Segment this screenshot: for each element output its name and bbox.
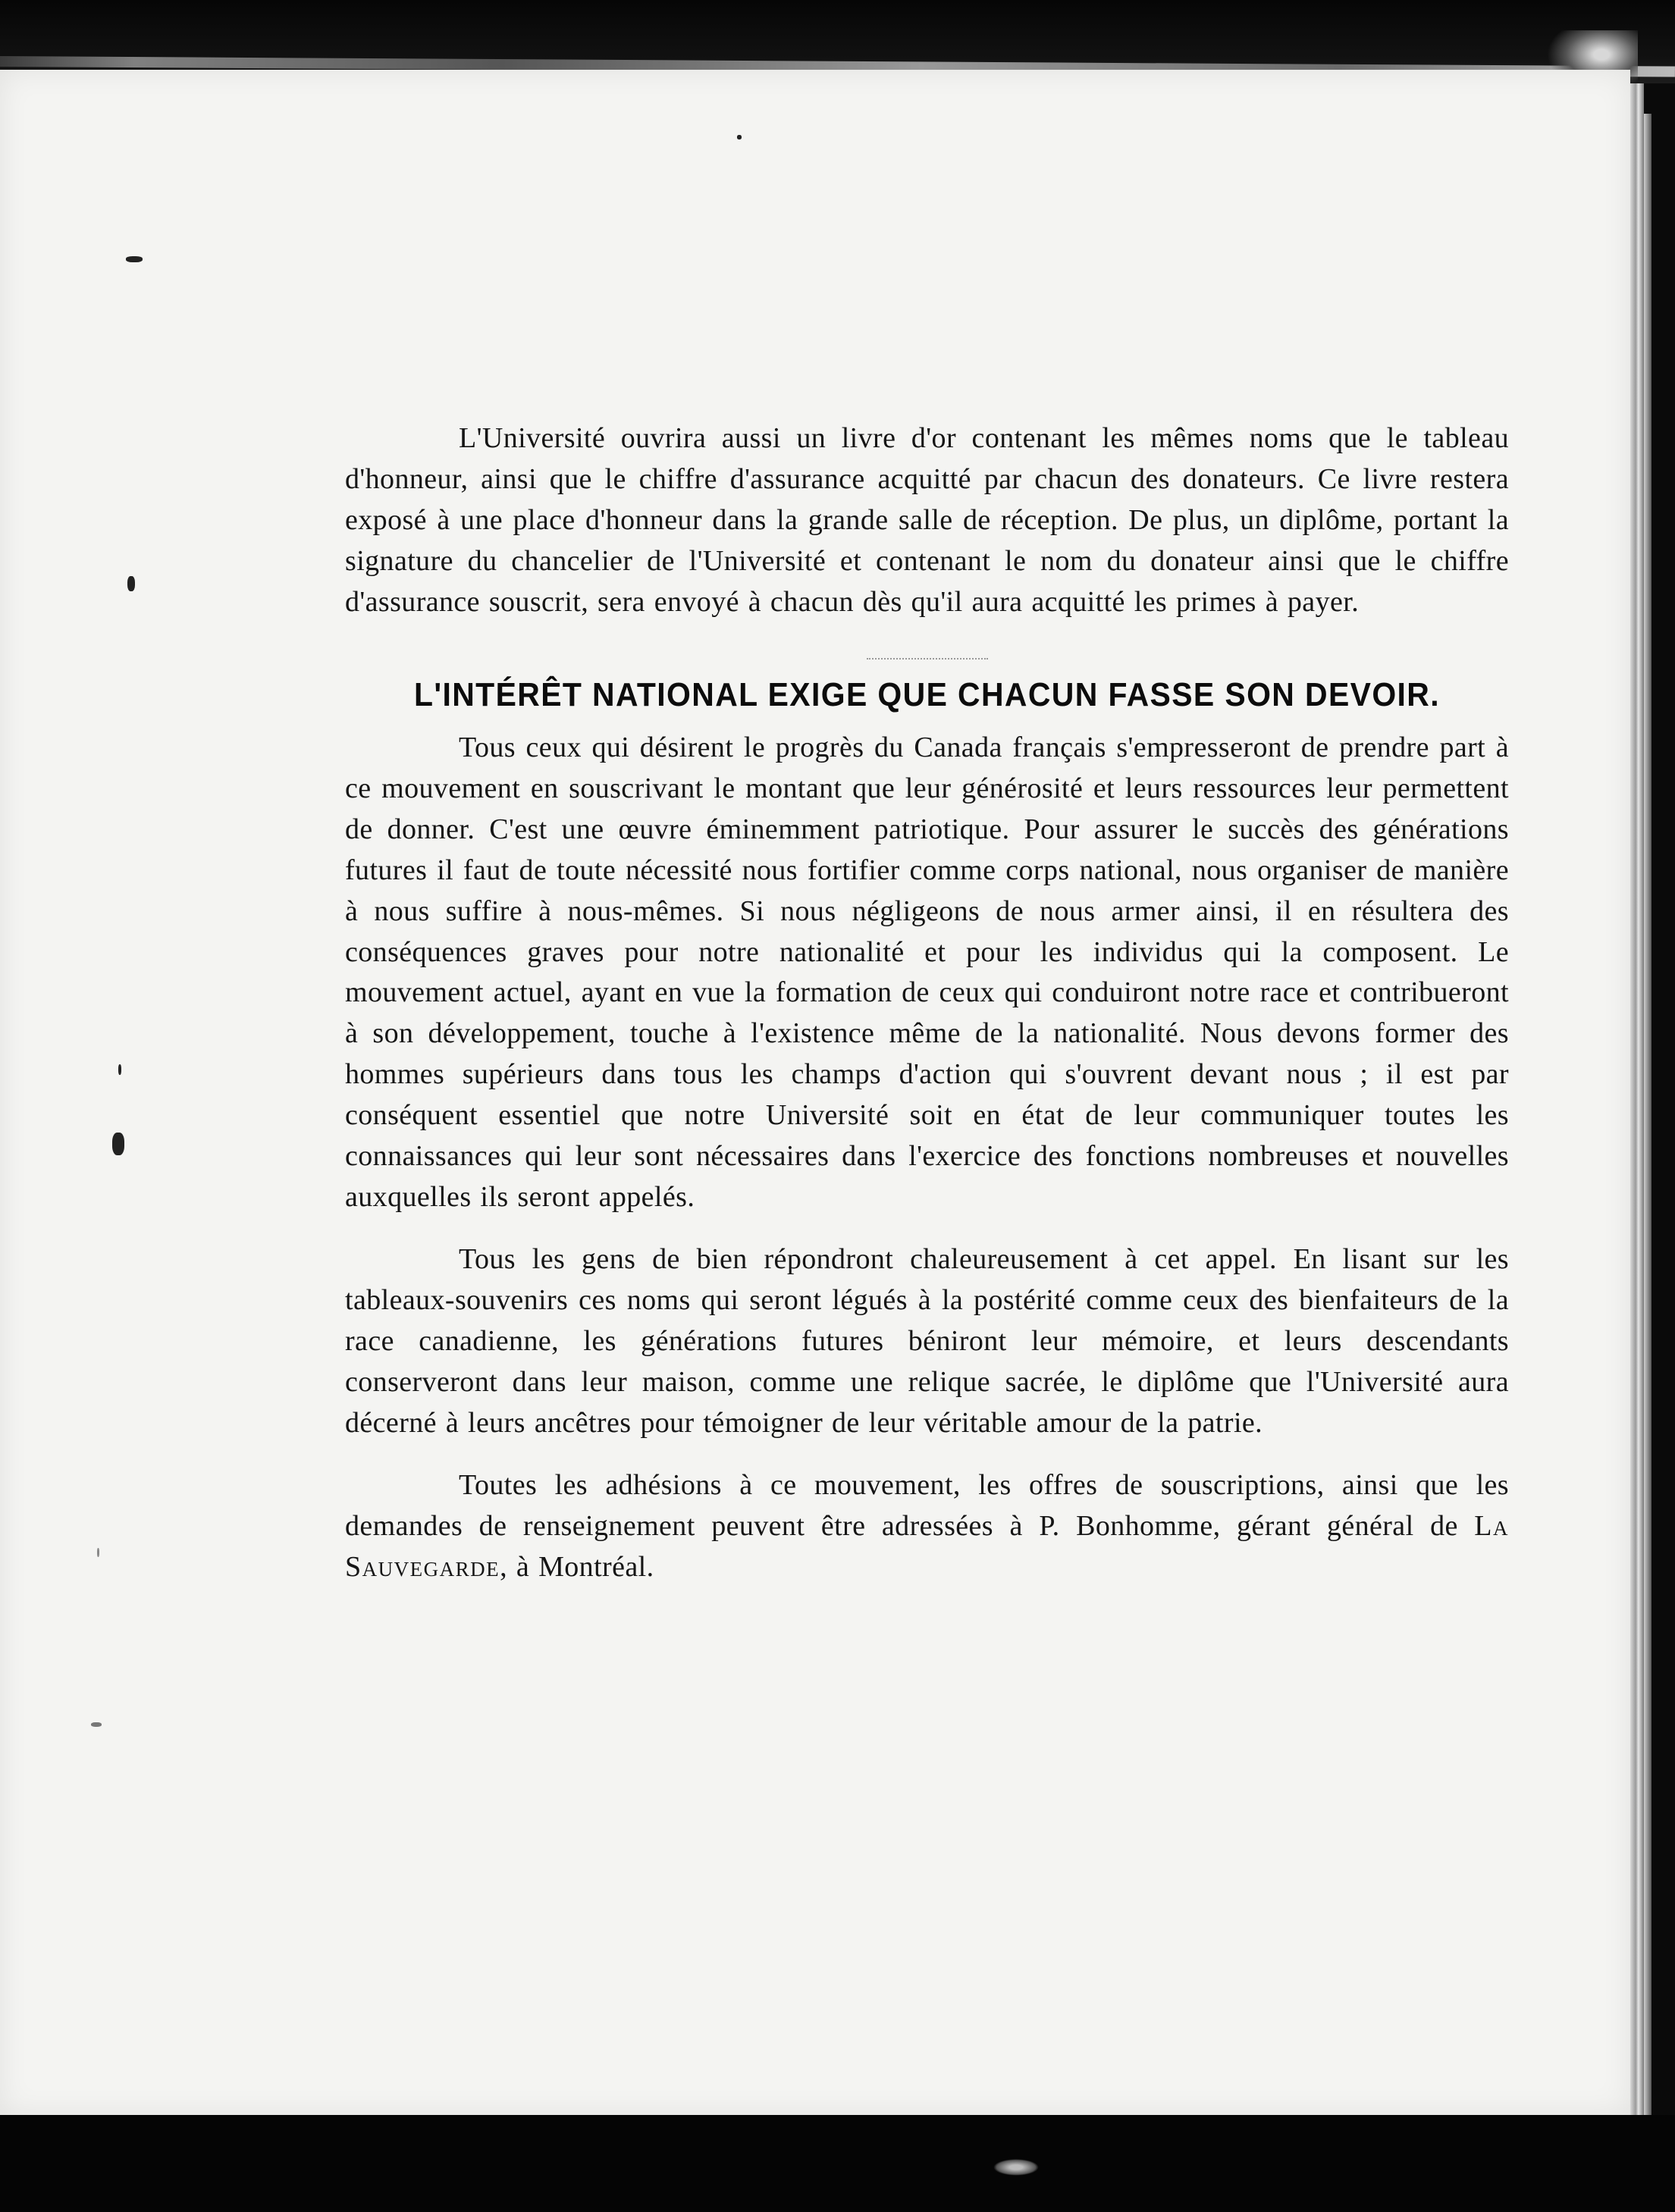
paragraph-adhesions — [345, 1465, 1509, 1588]
margin-speck — [127, 576, 135, 591]
section-heading: L'INTÉRÊT NATIONAL EXIGE QUE CHACUN FASSE SON DEVOIR. — [413, 675, 1441, 713]
margin-speck — [112, 1133, 124, 1155]
page-edge — [1630, 83, 1644, 2123]
section-divider — [867, 658, 988, 660]
paragraph-livre-d-or: L'Université ouvrira aussi un livre d'or contenant les mêmes noms que le tableau d'honneur, ainsi que le chiffre d'assurance acquitté par chacun des donateurs. Ce livre restera exposé à une place d'honneur dans la grande salle de réception. De plus, un diplôme, portant la signature du chancelier de l'Université et contenant le nom du donateur ainsi que le chiffre d'assurance souscrit, sera envoyé à chacun dès qu'il aura acquitté les primes à payer. — [345, 422, 1509, 618]
document-body — [345, 418, 1509, 1588]
margin-speck — [737, 135, 742, 139]
paragraph-gens-de-bien: Tous les gens de bien répondront chaleureusement à cet appel. En lisant sur les tableaux-souvenirs ces noms qui seront légués à la postérité comme ceux des bienfaiteurs de la race canadienne, les générations futures béniront leur mémoire, et leurs descendants conserveront dans leur maison, comme une relique sacrée, le diplôme que l'Université aura décerné à leurs ancêtres pour témoigner de leur véritable amour de la patrie. — [345, 1243, 1509, 1440]
margin-speck — [126, 256, 143, 262]
margin-speck — [97, 1548, 99, 1557]
paragraph-interet-national: Tous ceux qui désirent le progrès du Canada français s'empresseront de prendre part à ce mouvement en souscrivant le montant que leur générosité et leurs ressources leur permettent de donner. C'est une œuvre éminemment patriotique. Pour assurer le succès des générations futures il faut de toute nécessité nous fortifier comme corps national, nous organiser de manière à nous suffire à nous-mêmes. Si nous négligeons de nous armer ainsi, il en résultera des conséquences graves pour notre nationalité et pour les individus qui la composent. Le mouvement actuel, ayant en vue la formation de ceux qui conduiront notre race et contribueront à son développement, touche à l'existence même de la nationalité. Nous devons former des hommes supérieurs dans tous les champs d'action qui s'ouvrent devant nous ; il est par conséquent essentiel que notre Université soit en état de leur communiquer toutes les connaissances qui leur sont nécessaires dans l'exercice des fonctions nombreuses et nouvelles auxquelles ils seront appelés. — [345, 731, 1509, 1214]
scan-bottom-border — [0, 2115, 1675, 2212]
adhesions-text: Toutes les adhésions à ce mouvement, les offres de souscriptions, ainsi que les demandes de renseignement peuvent être adressées à P. Bonhomme, gérant général de — [345, 1468, 1509, 1542]
organization-name: La Sauvegarde — [345, 1509, 1509, 1583]
margin-speck — [118, 1064, 121, 1075]
margin-speck — [91, 1722, 102, 1727]
scan-bottom-mark — [993, 2159, 1039, 2176]
adhesions-text-end: , à Montréal. — [500, 1550, 654, 1583]
page-edge-shadow — [1644, 114, 1651, 2123]
